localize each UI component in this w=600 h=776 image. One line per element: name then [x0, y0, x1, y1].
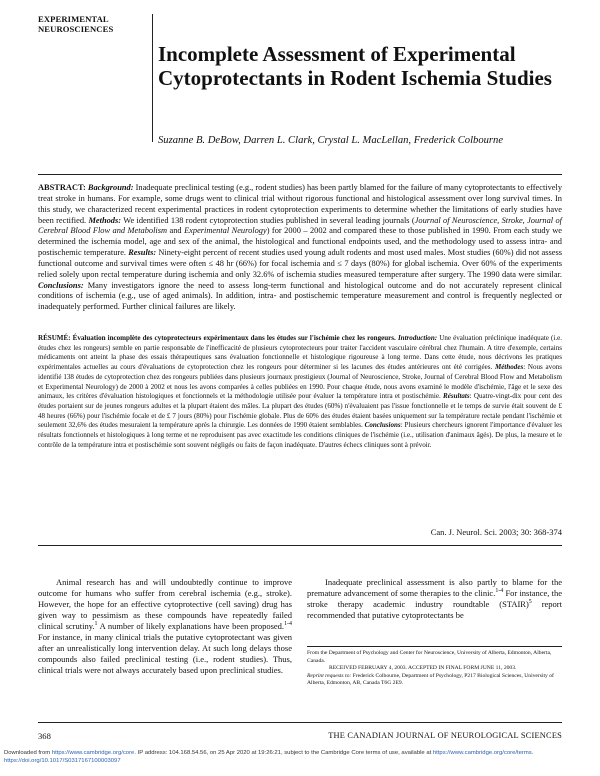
abstract: [38, 183, 562, 313]
download-middle: . IP address: 104.168.54.56, on 25 Apr 2020 at 19:26:21, subject to the Cambridge Core terms of use, available at: [134, 750, 433, 756]
download-separator: .: [531, 750, 534, 756]
resume-results-label: Résultats: [443, 392, 470, 401]
abstract-background-label: Background:: [87, 183, 134, 192]
abstract-results-label: Results:: [128, 248, 157, 258]
abstract-methods-text-1: We identified 138 rodent cytoprotection studies published in several leading journals (: [121, 215, 415, 225]
reference-superscript: 1: [94, 621, 98, 628]
resume-results-text: : Quatre-vingt-dix pour cent des études portaient sur de jeunes rongeurs adultes et la plupart étaient des mâles. La plupart des études (60%) n'évaluaient pas l'issue fonctionnelle et le temps de survie était souvent de £ 48 heures (66%) pour l'ischémie focale et de £ 7 jours (80%) pour l'ischémie globale. Plus de 60% des études étaient basées uniquement sur la température rectale pendant l'ischémie et seulement 32,6% des études mesuraient la température après la chirurgie. Les données de 1990 étaient semblables.: [38, 392, 563, 430]
download-notice: [4, 749, 596, 765]
abstract-heading: ABSTRACT:: [38, 183, 86, 192]
reference-superscript: 1-4: [284, 621, 292, 628]
received-note: RECEIVED FEBRUARY 4, 2003. ACCEPTED IN FINAL FORM JUNE 11, 2003.: [329, 665, 517, 672]
section-label: [38, 14, 158, 34]
body-left-text-a: Animal research has and will undoubtedly continue to improve outcome for humans who suffer from cerebral ischemia (e.g., stroke). However, the hope for an effective cytoprotective (cell saving) drug has given way to pessimism as these compounds have repeatedly failed clinical scrutiny.: [38, 577, 292, 631]
resume-conclusions-label: Conclusions: [364, 421, 401, 430]
journal-citation: Can. J. Neurol. Sci. 2003; 30: 368-374: [430, 527, 562, 537]
body-right-column: [307, 577, 562, 621]
article-title: Incomplete Assessment of Experimental Cytoprotectants in Rodent Ischemia Studies: [158, 42, 552, 90]
abstract-top-rule: [38, 174, 562, 175]
resume-heading: RÉSUMÉ: Évaluation incomplète des cytoprotecteurs expérimentaux dans les études sur l'ischémie chez les rongeurs.: [38, 334, 396, 342]
abstract-methods-label: Methods:: [88, 215, 122, 225]
abstract-methods-and: and: [167, 226, 185, 236]
abstract-methods-text-2: ) for 2000 – 2002 and compared these to those published in 1990. From each study we determined the ischemia model, age and sex of the animal, the histological and functional endpoints used, and the methodology used to assess intra- and postischemic temperature.: [38, 226, 562, 258]
body-left-text-b: A number of likely explanations have been proposed.: [97, 621, 285, 631]
resume-intro-text: Une évaluation préclinique inadéquate (i.e. études chez les rongeurs) semble en partie responsable de l'inefficacité de plusieurs cytoprotecteurs pour traiter l'accident vasculaire cérébral chez l'humain. A titre d'exemple, certains médicaments ont atteint la phase des essais thérapeutiques sans évaluation fonctionnelle et histologique rigoureuse à long terme. Dans cette étude, nous décrivons les pratiques expérimentales actuelles au cours d'évaluations de cytoprotection chez les rongeurs pour déterminer si les lacunes des études antérieures ont été corrigées.: [38, 334, 562, 372]
reprint-label: Reprint requests to:: [307, 672, 352, 679]
abstract-methods-journals: Journal of Neuroscience, Stroke, Journal of Cerebral Blood Flow and Metabolism: [38, 215, 562, 236]
body-right-paragraph: [307, 577, 562, 621]
abstract-bottom-rule: [38, 545, 562, 546]
journal-name: THE CANADIAN JOURNAL OF NEUROLOGICAL SCIENCES: [328, 731, 562, 740]
body-right-text-a: Inadequate preclinical assessment is also partly to blame for the premature advancement of some therapies to the clinic.: [307, 577, 562, 598]
section-label-line1: EXPERIMENTAL: [38, 14, 109, 24]
article-authors: Suzanne B. DeBow, Darren L. Clark, Crystal L. MacLellan, Frederick Colbourne: [158, 135, 504, 146]
page-number: 368: [38, 731, 51, 741]
abstract-conclusions-label: Conclusions:: [38, 280, 84, 290]
terms-link[interactable]: https://www.cambridge.org/core/terms: [432, 750, 532, 756]
resume-methods-label: Méthodes: [495, 363, 524, 372]
abstract-methods-journal-last: Experimental Neurology: [184, 226, 267, 236]
body-right-text-c: report recommended that putative cytoprotectants be: [307, 599, 562, 620]
abstract-conclusions-text: Many investigators ignore the need to assess long-term functional and histological outcome and do not accurately represent clinical conditions of ischemia (e.g., use of aged animals). In addition, intra- and postischemic temperature measurement and control is frequently neglected or inadequately performed. Further clinical failures are likely.: [38, 280, 562, 312]
reference-superscript: 5: [528, 599, 532, 606]
header-vertical-rule: [152, 14, 153, 142]
footnote-rule: [307, 646, 562, 647]
download-prefix: Downloaded from: [4, 750, 52, 756]
body-right-text-b: For instance, the stroke therapy academic industry roundtable (STAIR): [307, 588, 562, 609]
resume: [38, 334, 562, 450]
abstract-background-text: Inadequate preclinical testing (e.g., rodent studies) has been partly blamed for the failure of many cytoprotectants to effectively treat stroke in humans. For example, some drugs went to clinical trial without rigorous functional and histological assessment over long survival times. In this study, we characterized recent experimental practices in rodent cytoprotection experiments to determine whether the limitations of early studies have been rectified.: [38, 183, 563, 225]
doi-link[interactable]: https://doi.org/10.1017/S0317167100003097: [4, 758, 121, 764]
footnotes: [307, 650, 562, 688]
body-left-text-c: For instance, in many clinical trials the putative cytoprotectant was given after an unrealistically long intervention delay. At such long delays those compounds also failed preclinical testing (i.e., rodent studies). Thus, clinical trials were not always accurately based upon preclinical studies.: [38, 632, 292, 675]
affiliation-note: From the Department of Psychology and Center for Neuroscience, University of Alberta, Edmonton, Alberta, Canada.: [307, 650, 552, 664]
reprint-text: Frederick Colbourne, Department of Psychology, P217 Biological Sciences, University of Alberta, Edmonton, AB, Canada T6G 2E9.: [307, 672, 554, 687]
body-left-paragraph: [38, 577, 292, 676]
cambridge-core-link[interactable]: https://www.cambridge.org/core: [51, 750, 135, 756]
section-label-line2: NEUROSCIENCES: [38, 24, 114, 34]
footer-rule: [38, 722, 562, 723]
reprint-note: [307, 673, 562, 688]
resume-intro-label: Introduction:: [397, 334, 438, 342]
reference-superscript: 1-4: [495, 588, 504, 595]
body-left-column: [38, 577, 292, 676]
resume-conclusions-text: : Plusieurs chercheurs ignorent l'importance d'évaluer les résultats fonctionnels et histologiques à long terme et ne reproduisent pas avec exactitude les conditions cliniques de l'ischémie (i.e., utilisation d'animaux âgés). De plus, la mesure et le contrôle de la température intra et postischémie sont souvent négligés ou faits de façon inadéquate. D'autres échecs cliniques sont à prévoir.: [38, 421, 562, 449]
resume-methods-text: : Nous avons identifié 138 études de cytoprotection chez des rongeurs publiées dans plusieurs journaux prestigieux (Journal of Neuroscience, Stroke, Journal of Cerebral Blood Flow and Metabolism et Experimental Neurology) de 2000 à 2002 et nous les avons comparées à celles publiées en 1990. Pour chaque étude, nous avons examiné le modèle d'ischémie, l'âge et le sexe des animaux, les critères d'évaluation histologiques et fonctionnels et la méthodologie utilisée pour évaluer la température intra et postischémie.: [38, 363, 562, 401]
abstract-results-text: Ninety-eight percent of recent studies used young adult rodents and most used males. Most studies (60%) did not assess functional outcome and survival times were often ≤ 48 hr (66%) for focal ischemia and ≤ 7 days (80%) for global ischemia. Over 60% of the experiments relied solely upon rectal temperature during ischemia and only 32.6% of ischemia studies measured temperature after surgery. The 1990 data were similar.: [38, 248, 562, 279]
